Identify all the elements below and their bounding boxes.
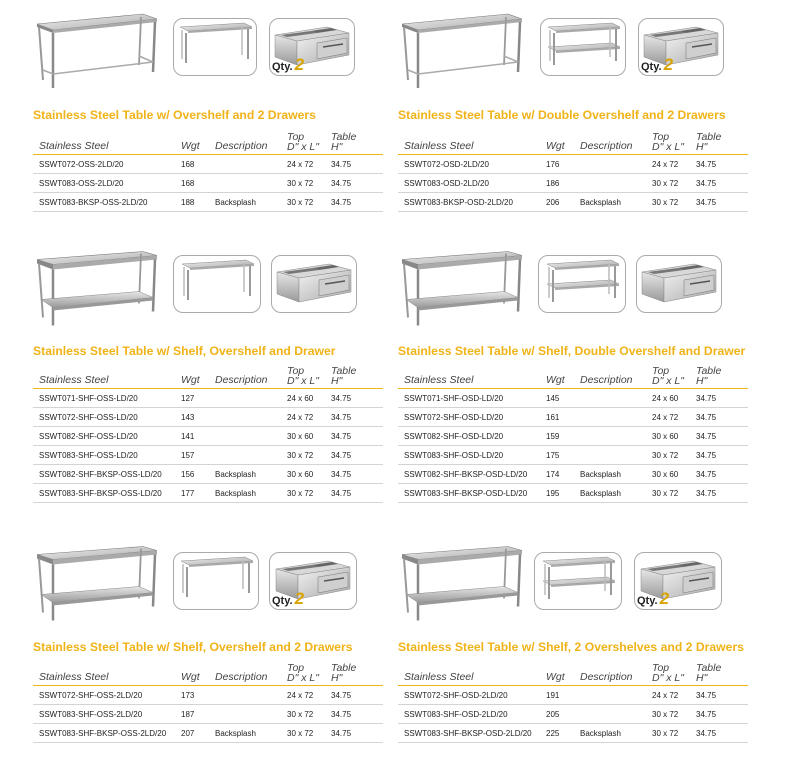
qty-value: 2 [294, 55, 305, 74]
spec-table [33, 364, 383, 503]
table-image [33, 10, 158, 90]
overshelf-thumbnail [534, 552, 622, 610]
drawer-thumbnail [269, 18, 355, 76]
table-image [33, 540, 158, 625]
header-height: Table H" [696, 131, 722, 153]
header-height: Table H" [331, 662, 357, 684]
table-row: SSWT072-OSS-2LD/20 168 24 x 72 34.75 [33, 155, 383, 174]
table-image [398, 540, 523, 625]
table-row: SSWT072-SHF-OSD-2LD/20 191 24 x 72 34.75 [398, 686, 748, 705]
header-description: Description [215, 671, 268, 683]
header-description: Description [580, 374, 633, 386]
table-image [398, 245, 523, 330]
qty-label: Qty. 2 [272, 589, 305, 608]
drawer-thumbnail [269, 552, 357, 610]
product-images [33, 10, 383, 100]
drawer-thumbnail [638, 18, 724, 76]
table-row: SSWT083-SHF-BKSP-OSS-2LD/20 207 Backsplash 30 x 72 34.75 [33, 724, 383, 743]
section-title: Stainless Steel Table w/ Shelf, Double Overshelf and Drawer [398, 344, 746, 358]
header-top: Top D" x L" [287, 662, 319, 684]
table-row: SSWT082-SHF-BKSP-OSD-LD/20 174 Backsplash 30 x 60 34.75 [398, 465, 748, 484]
product-images [398, 540, 748, 630]
table-row: SSWT072-OSD-2LD/20 176 24 x 72 34.75 [398, 155, 748, 174]
drawer-thumbnail [634, 552, 722, 610]
spec-table [33, 661, 383, 743]
table-row: SSWT083-SHF-OSS-2LD/20 187 30 x 72 34.75 [33, 705, 383, 724]
table-row: SSWT083-SHF-BKSP-OSS-LD/20 177 Backsplash 30 x 72 34.75 [33, 484, 383, 503]
table-header [398, 130, 748, 155]
header-weight: Wgt [546, 671, 565, 683]
section-title: Stainless Steel Table w/ Shelf, Overshelf and Drawer [33, 344, 336, 358]
table-row: SSWT083-BKSP-OSD-2LD/20 206 Backsplash 30 x 72 34.75 [398, 193, 748, 212]
header-height: Table H" [331, 131, 357, 153]
header-weight: Wgt [181, 140, 200, 152]
overshelf-thumbnail [173, 255, 261, 313]
spec-table [398, 130, 748, 212]
header-model: Stainless Steel [404, 374, 474, 386]
table-header [33, 661, 383, 686]
spec-table [398, 364, 748, 503]
header-model: Stainless Steel [39, 140, 109, 152]
header-model: Stainless Steel [39, 671, 109, 683]
header-model: Stainless Steel [39, 374, 109, 386]
section-title: Stainless Steel Table w/ Shelf, Overshelf and 2 Drawers [33, 640, 353, 654]
overshelf-thumbnail [173, 552, 259, 610]
header-weight: Wgt [546, 140, 565, 152]
table-row: SSWT083-OSD-2LD/20 186 30 x 72 34.75 [398, 174, 748, 193]
table-header [33, 130, 383, 155]
table-row: SSWT072-SHF-OSS-LD/20 143 24 x 72 34.75 [33, 408, 383, 427]
table-row: SSWT083-SHF-OSD-2LD/20 205 30 x 72 34.75 [398, 705, 748, 724]
overshelf-thumbnail [538, 255, 626, 313]
table-row: SSWT083-SHF-BKSP-OSD-LD/20 195 Backsplash 30 x 72 34.75 [398, 484, 748, 503]
header-weight: Wgt [181, 374, 200, 386]
table-row: SSWT071-SHF-OSS-LD/20 127 24 x 60 34.75 [33, 389, 383, 408]
table-header [398, 661, 748, 686]
qty-value: 2 [659, 589, 670, 608]
spec-table [33, 130, 383, 212]
table-row: SSWT082-SHF-BKSP-OSS-LD/20 156 Backsplash 30 x 60 34.75 [33, 465, 383, 484]
table-row: SSWT072-SHF-OSS-2LD/20 173 24 x 72 34.75 [33, 686, 383, 705]
product-images [33, 245, 383, 335]
product-images [398, 245, 748, 335]
table-row: SSWT072-SHF-OSD-LD/20 161 24 x 72 34.75 [398, 408, 748, 427]
overshelf-thumbnail [173, 18, 257, 76]
header-description: Description [215, 374, 268, 386]
header-weight: Wgt [546, 374, 565, 386]
section-title: Stainless Steel Table w/ Double Overshelf and 2 Drawers [398, 108, 726, 122]
product-images [33, 540, 383, 630]
overshelf-thumbnail [540, 18, 626, 76]
table-image [33, 245, 158, 330]
section-title: Stainless Steel Table w/ Overshelf and 2 Drawers [33, 108, 316, 122]
table-row: SSWT082-SHF-OSD-LD/20 159 30 x 60 34.75 [398, 427, 748, 446]
header-height: Table H" [331, 365, 357, 387]
table-image [398, 10, 523, 90]
spec-table [398, 661, 748, 743]
drawer-thumbnail [271, 255, 357, 313]
qty-value: 2 [663, 55, 674, 74]
drawer-thumbnail [636, 255, 722, 313]
section-title: Stainless Steel Table w/ Shelf, 2 Overshelves and 2 Drawers [398, 640, 744, 654]
table-row: SSWT083-SHF-BKSP-OSD-2LD/20 225 Backsplash 30 x 72 34.75 [398, 724, 748, 743]
header-top: Top D" x L" [652, 365, 684, 387]
header-height: Table H" [696, 365, 722, 387]
product-images [398, 10, 748, 100]
qty-label: Qty. 2 [272, 55, 305, 74]
header-height: Table H" [696, 662, 722, 684]
header-model: Stainless Steel [404, 671, 474, 683]
table-header [398, 364, 748, 389]
table-header [33, 364, 383, 389]
header-weight: Wgt [181, 671, 200, 683]
table-row: SSWT083-SHF-OSD-LD/20 175 30 x 72 34.75 [398, 446, 748, 465]
table-row: SSWT083-OSS-2LD/20 168 30 x 72 34.75 [33, 174, 383, 193]
header-description: Description [580, 140, 633, 152]
qty-label: Qty. 2 [641, 55, 674, 74]
header-top: Top D" x L" [652, 131, 684, 153]
table-row: SSWT082-SHF-OSS-LD/20 141 30 x 60 34.75 [33, 427, 383, 446]
header-model: Stainless Steel [404, 140, 474, 152]
table-row: SSWT083-BKSP-OSS-2LD/20 188 Backsplash 30 x 72 34.75 [33, 193, 383, 212]
header-top: Top D" x L" [287, 131, 319, 153]
header-top: Top D" x L" [287, 365, 319, 387]
header-description: Description [580, 671, 633, 683]
table-row: SSWT071-SHF-OSD-LD/20 145 24 x 60 34.75 [398, 389, 748, 408]
header-top: Top D" x L" [652, 662, 684, 684]
qty-label: Qty. 2 [637, 589, 670, 608]
qty-value: 2 [294, 589, 305, 608]
header-description: Description [215, 140, 268, 152]
table-row: SSWT083-SHF-OSS-LD/20 157 30 x 72 34.75 [33, 446, 383, 465]
